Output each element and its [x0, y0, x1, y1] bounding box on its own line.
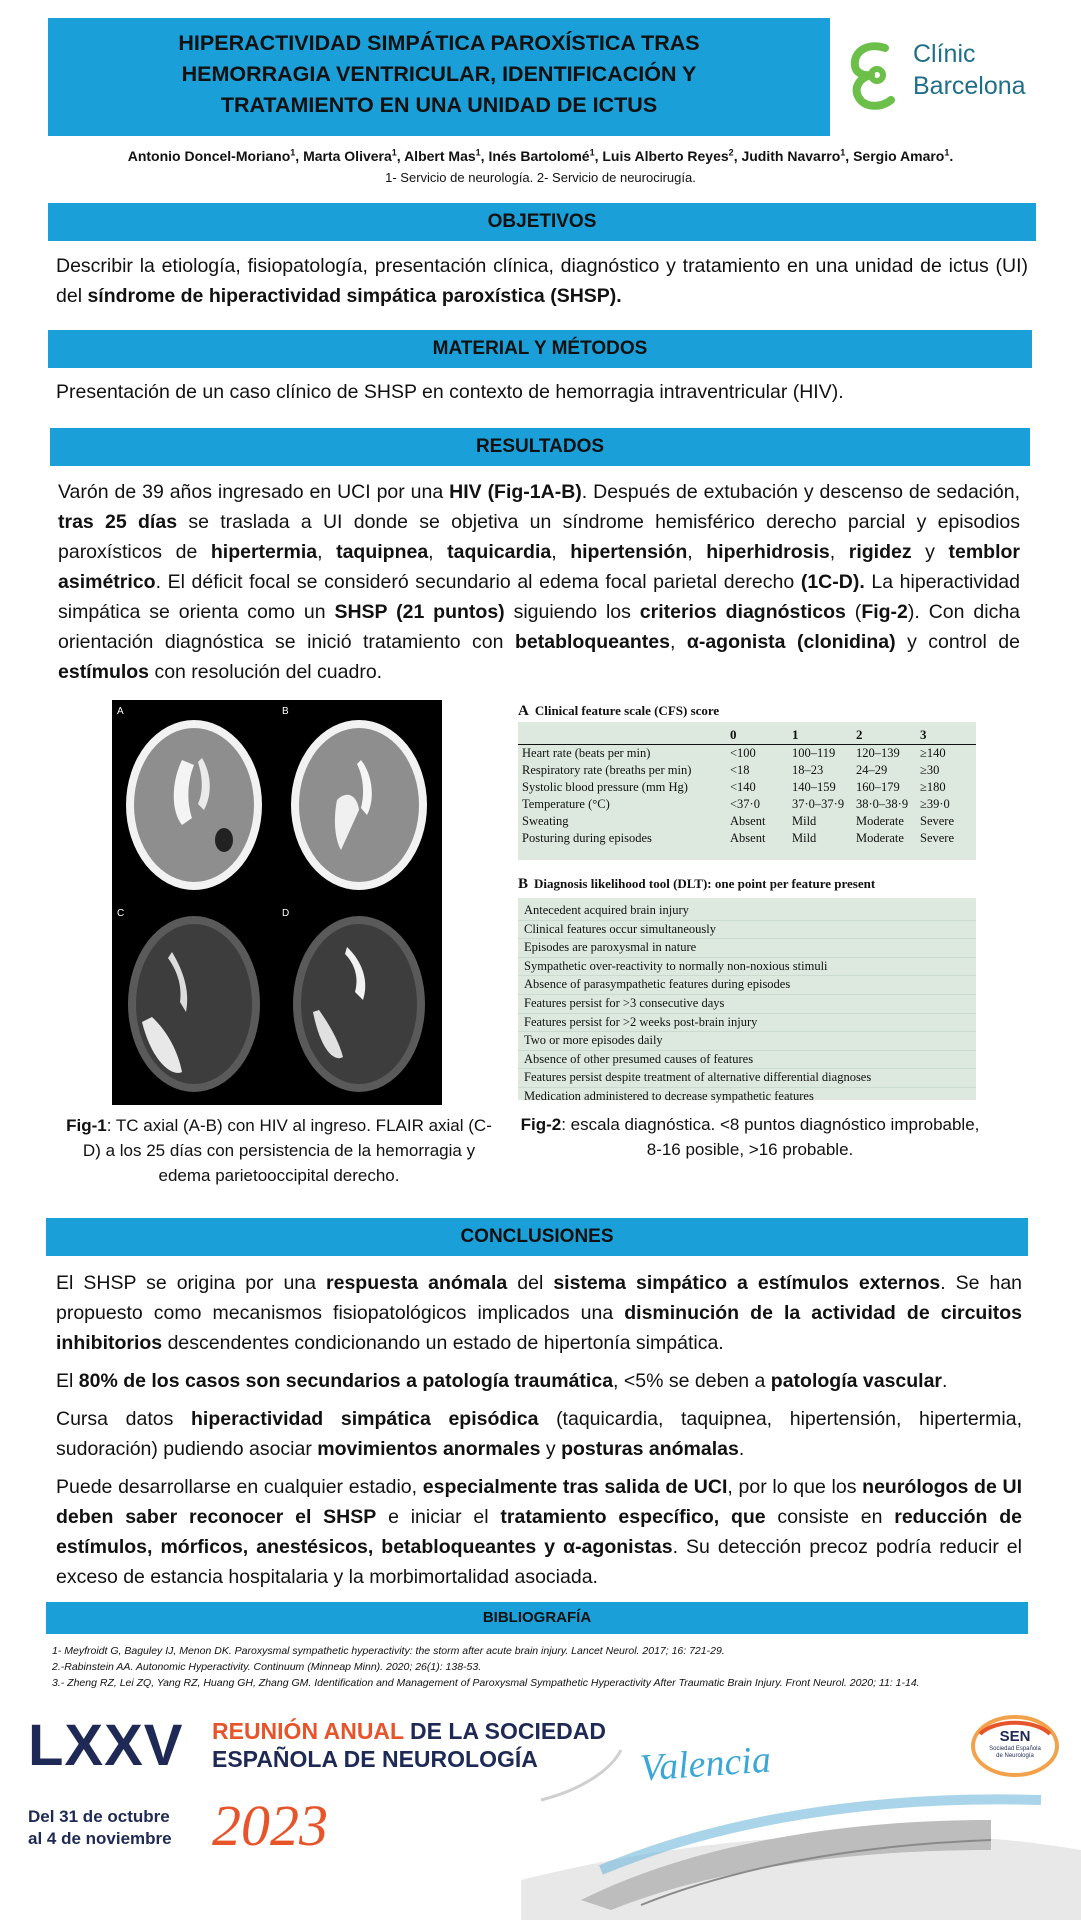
- section-bibliografia: BIBLIOGRAFÍA: [46, 1602, 1028, 1634]
- affiliations: 1- Servicio de neurología. 2- Servicio de neurocirugía.: [385, 170, 696, 185]
- author: Judith Navarro$^1$,: [741, 147, 854, 164]
- cfs-row: Heart rate (beats per min) <100 100–119 120–139 ≥140: [522, 746, 946, 760]
- dlt-item: Clinical features occur simultaneously: [518, 921, 976, 940]
- fig1-label-b: B: [282, 706, 289, 717]
- clinic-logo-icon: [845, 40, 907, 110]
- section-resultados: RESULTADOS: [50, 428, 1030, 466]
- sen-logo: [970, 1714, 1060, 1778]
- material-text: Presentación de un caso clínico de SHSP en contexto de hemorragia intraventricular (HIV).: [56, 381, 844, 403]
- resultados-text: Varón de 39 años ingresado en UCI por una HIV (Fig-1A-B). Después de extubación y descenso de sedación, tras 25 días se traslada a UI donde se objetiva un síndrome hemisférico derecho parcial y episodios paroxísticos de hipertermia, taquipnea, taquicardia, hipertensión, hiperhidrosis, rigidez y temblor asimétrico. El déficit focal se consideró secundario al edema focal parietal derecho (1C-D). La hiperactividad simpática se orienta como un SHSP (21 puntos) siguiendo los criterios diagnósticos (Fig-2). Con dicha orientación diagnóstica se inició tratamiento con betabloqueantes, α-agonista (clonidina) y control de estímulos con resolución del cuadro.: [58, 481, 1021, 683]
- authors: [0, 147, 1081, 164]
- author: Sergio Amaro$^1$.: [853, 147, 954, 164]
- dlt-item: Features persist for >2 weeks post-brain injury: [518, 1014, 976, 1033]
- fig2-caption: Fig-2: escala diagnóstica. <8 puntos diagnóstico improbable, 8-16 posible, >16 probable.: [520, 1115, 980, 1159]
- sen-logo-sub-1: Sociedad Española: [989, 1746, 1041, 1752]
- fig1-ct-b: [277, 700, 442, 902]
- conclusion-paragraph: El SHSP se origina por una respuesta anómala del sistema simpático a estímulos externos. Se han propuesto como mecanismos fisiopatológicos implicados una disminución de la actividad de circuitos inhibitorios descendentes condicionando un estado de hipertonía simpática.: [56, 1272, 1023, 1354]
- author: Antonio Doncel-Moriano$^1$,: [127, 147, 304, 164]
- cfs-row: Respiratory rate (breaths per min) <18 18–23 24–29 ≥30: [522, 763, 940, 777]
- cfs-header: 2: [852, 726, 916, 745]
- clinic-barcelona-logo: [845, 38, 1045, 118]
- dlt-item: Episodes are paroxysmal in nature: [518, 939, 976, 958]
- fig1-label-c: C: [117, 908, 125, 919]
- cfs-header: 3: [916, 726, 976, 745]
- cfs-header: [518, 726, 726, 745]
- clinic-logo-line-2: Barcelona: [913, 72, 1026, 100]
- cfs-row: Sweating Absent Mild Moderate Severe: [522, 814, 955, 828]
- conclusion-paragraph: Cursa datos hiperactividad simpática episódica (taquicardia, taquipnea, hipertensión, hipertermia, sudoración) pudiendo asociar movimientos anormales y posturas anómalas.: [56, 1408, 1022, 1460]
- conclusion-paragraph: El 80% de los casos son secundarios a patología traumática, <5% se deben a patología vascular.: [56, 1370, 948, 1392]
- dlt-item: Sympathetic over-reactivity to normally non-noxious stimuli: [518, 958, 976, 977]
- fig1-label-a: A: [117, 706, 124, 717]
- section-conclusiones: CONCLUSIONES: [46, 1218, 1028, 1256]
- sen-logo-text: SEN: [999, 1728, 1031, 1745]
- cfs-header: 0: [726, 726, 788, 745]
- title-line-3: TRATAMIENTO EN UNA UNIDAD DE ICTUS: [220, 93, 658, 117]
- title-line-2: HEMORRAGIA VENTRICULAR, IDENTIFICACIÓN Y: [181, 62, 697, 86]
- references: [52, 1643, 1012, 1691]
- fig2-b-title: B Diagnosis likelihood tool (DLT): one point per feature present: [518, 876, 876, 892]
- author: Luis Alberto Reyes$^2$,: [602, 147, 742, 164]
- dlt-item: Features persist for >3 consecutive days: [518, 995, 976, 1014]
- city-valencia: Valencia: [638, 1738, 773, 1790]
- year-2023: 2023: [212, 1793, 328, 1858]
- cfs-row: Systolic blood pressure (mm Hg) <140 140–159 160–179 ≥180: [522, 780, 946, 794]
- fig1-ct-a: [112, 700, 277, 902]
- dlt-item: Features persist despite treatment of alternative differential diagnoses: [518, 1069, 976, 1088]
- dlt-item: Medication administered to decrease sympathetic features: [524, 1088, 814, 1103]
- sen-logo-sub-2: de Neurología: [996, 1753, 1034, 1759]
- section-objetivos: OBJETIVOS: [48, 203, 1036, 241]
- conclusiones-text: [56, 1268, 1022, 1592]
- author: Inés Bartolomé$^1$,: [488, 147, 603, 164]
- clinic-logo-line-1: Clínic: [913, 40, 976, 68]
- author: Marta Olivera$^1$,: [303, 147, 405, 164]
- lxxv-roman: LXXV: [28, 1713, 184, 1778]
- dlt-item: Antecedent acquired brain injury: [518, 902, 976, 921]
- fig1-caption: Fig-1: TC axial (A-B) con HIV al ingreso. FLAIR axial (C-D) a los 25 días con persistencia de la hemorragia y edema parietooccipital derecho.: [66, 1116, 492, 1185]
- fig1-flair-d: [277, 902, 442, 1105]
- title-line-1: HIPERACTIVIDAD SIMPÁTICA PAROXÍSTICA TRAS: [178, 31, 700, 55]
- title-banner: [48, 18, 830, 136]
- fig2-a-title: A Clinical feature scale (CFS) score: [518, 703, 720, 719]
- fig1-label-d: D: [282, 908, 290, 919]
- cfs-row: Posturing during episodes Absent Mild Moderate Severe: [522, 831, 955, 845]
- objetivos-text: Describir la etiología, fisiopatología, presentación clínica, diagnóstico y tratamiento en una unidad de ictus (UI) del síndrome de hiperactividad simpática paroxística (SHSP).: [56, 255, 1028, 307]
- fig1-images: [112, 700, 442, 1105]
- cfs-table-panel: [518, 722, 976, 860]
- reference-item: 3.- Zheng RZ, Lei ZQ, Yang RZ, Huang GH, Zhang GM. Identification and Management of Paroxysmal Sympathetic Hyperactivity After Traumatic Brain Injury. Front Neurol. 2020; 11: 1-14.: [52, 1677, 920, 1689]
- cfs-table: [518, 726, 976, 847]
- section-material-metodos: MATERIAL Y MÉTODOS: [48, 330, 1032, 368]
- dlt-item: Two or more episodes daily: [518, 1032, 976, 1051]
- dlt-item: Absence of parasympathetic features during episodes: [518, 976, 976, 995]
- cfs-header: 1: [788, 726, 852, 745]
- dlt-item: Absence of other presumed causes of features: [518, 1051, 976, 1070]
- reference-item: 1- Meyfroidt G, Baguley IJ, Menon DK. Paroxysmal sympathetic hyperactivity: the storm after acute brain injury. Lancet Neurol. 2017; 16: 721-29.: [52, 1645, 725, 1657]
- reference-item: 2.-Rabinstein AA. Autonomic Hyperactivity. Continuum (Minneap Minn). 2020; 26(1): 138-53.: [52, 1661, 482, 1673]
- dlt-list: [518, 898, 976, 1103]
- author: Albert Mas$^1$,: [404, 147, 489, 164]
- dates-line-2: al 4 de noviembre: [28, 1829, 172, 1848]
- fig1-flair-c: [112, 902, 277, 1105]
- conclusion-paragraph: Puede desarrollarse en cualquier estadio, especialmente tras salida de UCI, por lo que los neurólogos de UI deben saber reconocer el SHSP e iniciar el tratamiento específico, que consiste en reducción de estímulos, mórficos, anestésicos, betabloqueantes y α-agonistas. Su detección precoz podría reducir el exceso de estancia hospitalaria y la morbimortalidad asociada.: [56, 1476, 1023, 1588]
- reunion-line-2: ESPAÑOLA DE NEUROLOGÍA: [212, 1746, 538, 1772]
- dates-line-1: Del 31 de octubre: [28, 1807, 170, 1826]
- cfs-row: Temperature (°C) <37·0 37·0–37·9 38·0–38·9 ≥39·0: [522, 797, 950, 811]
- reunion-line-1: REUNIÓN ANUAL DE LA SOCIEDAD: [212, 1718, 606, 1744]
